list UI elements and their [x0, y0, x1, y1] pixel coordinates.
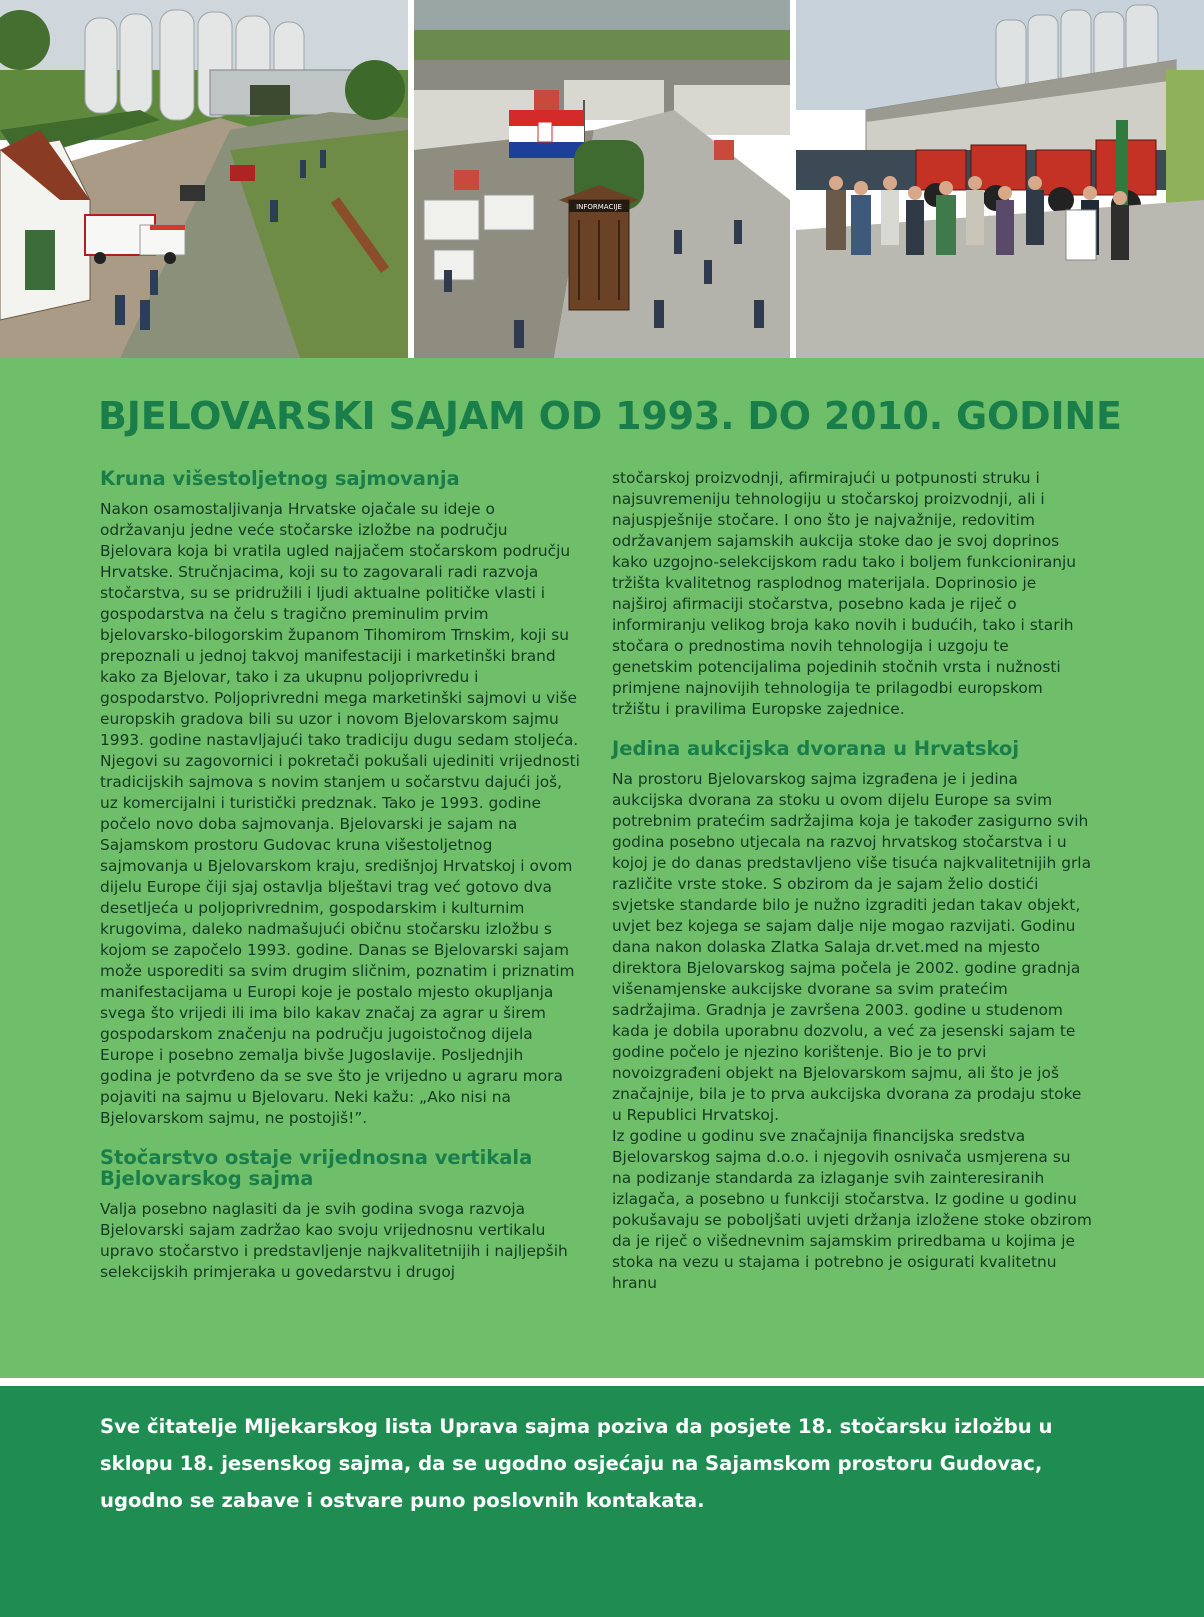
section-title-aukcijska-dvorana: Jedina aukcijska dvorana u Hrvatskoj: [612, 737, 1020, 760]
section-text-stocarstvo: Valja posebno naglasiti da je svih godina svoga razvoja Bjelovarski sajam zadržao kao svoju vrijednosnu vertikalu upravo stočarstvo i predstavljenje najkvalitetnijih i najljepših selekcijskih primjeraka u govedarstvu i drugoj: [100, 1200, 568, 1281]
info-tower-sign: INFORMACIJE: [576, 203, 622, 211]
section-title-stocarstvo: Stočarstvo ostaje vrijednosna vertikala Bjelovarskog sajma: [100, 1146, 533, 1190]
photo-tractors: [796, 0, 1204, 358]
section-text-aukcijska-dvorana-2: Iz godine u godinu sve značajnija financijska sredstva Bjelovarskog sajma d.o.o. i njegovih osnivača usmjerena su na podizanje standarda za izlaganje svih zainteresiranih izlagača, a posebno u funkciji stočarstva. Iz godine u godinu pokušavaju se poboljšati uvjeti držanja izložene stoke obzirom da je riječ o višednevnim sajamskim priredbama u kojima je stoka na vezu u stajama i potrebno je osigurati kvalitetnu hranu: [612, 1127, 1092, 1292]
photo-strip: [0, 0, 1204, 358]
section-text-kruna: Nakon osamostaljivanja Hrvatske ojačale su ideje o održavanju jedne veće stočarske izložbe na području Bjelovara koja bi vratila ugled najjačem stočarskom području Hrvatske. Stručnjacima, koji su to zagovarali radi razvoja stočarstva, su se pridružili i ljudi aktualne političke vlasti i gospodarstva na čelu s tragično preminulim prvim bjelovarsko-bilogorskim županom Tihomirom Trnskim, koji su prepoznali u jednoj takvoj manifestaciji i marketinški brand kako za Bjelovar, tako i za ukupnu poljoprivredu i gospodarstvo. Poljoprivredni mega marketinški sajmovi u više europskih gradova bili su uzor i novom Bjelovarskom sajmu 1993. godine nastavljajući tako tradiciju dugu sedam stoljeća. Njegovi su zagovornici i pokretači pokušali ujediniti vrijednosti tradicijskih sajmova s novim stanjem u sočarstvu dajući još, uz komercijalni i turistički predznak. Tako je 1993. godine počelo novo doba sajmovanja. Bjelovarski je sajam na Sajamskom prostoru Gudovac kruna višestoljetnog sajmovanja u Bjelovarskom kraju, središnjoj Hrvatskoj i ovom dijelu Europe čiji sjaj ostavlja blještavi trag već gotovo dva desetljeća u poljoprivrednim, gospodarskim i kulturnim krugovima, daleko nadmašujući običnu stočarsku izložbu s kojom se započelo 1993. godine. Danas se Bjelovarski sajam može usporediti sa svim drugim sličnim, poznatim i priznatim manifestacijama u Europi koje je postalo mjesto okupljanja svega što vrijedi ili ima bilo kakav značaj za agrar u širem gospodarskom značenju na području jugoistočnog dijela Europe i posebno zemalja bivše Jugoslavije. Posljednjih godina je potvrđeno da se sve što je vrijedno u agraru mora pojaviti na sajmu u Bjelovaru. Neki kažu: „Ako nisi na Bjelovarskom sajmu, ne postojiš!”.: [100, 500, 580, 1127]
section-title-kruna: Kruna višestoljetnog sajmovanja: [100, 467, 460, 490]
invitation-text: Sve čitatelje Mljekarskog lista Uprava sajma poziva da posjete 18. stočarsku izložbu u sklopu 18. jesenskog sajma, da se ugodno osjećaju na Sajamskom prostoru Gudovac, ugodno se zabave i ostvare puno poslovnih kontakata.: [100, 1415, 1053, 1512]
photo-silos-road-image: [0, 0, 408, 358]
photo-fairground: [414, 0, 790, 358]
article-headline: BJELOVARSKI SAJAM OD 1993. DO 2010. GODINE: [98, 394, 1122, 438]
photo-fairground-image: [414, 0, 790, 358]
right-column: [612, 468, 1092, 1294]
photo-tractors-image: [796, 0, 1204, 358]
section-text-aukcijska-dvorana: Na prostoru Bjelovarskog sajma izgrađena je i jedina aukcijska dvorana za stoku u ovom dijelu Europe sa svim potrebnim pratećim sadržajima koja je također zasigurno svih godina posebno utjecala na razvoj hrvatskog stočarstva i u kojoj je do danas predstavljeno više tisuća najkvalitetnijih grla različite vrste stoke. S obzirom da je sajam želio dostići svjetske standarde bilo je nužno izgraditi jedan takav objekt, uvjet bez kojega se sajam dalje nije mogao razvijati. Godinu dana nakon dolaska Zlatka Salaja dr.vet.med na mjesto direktora Bjelovarskog sajma počela je 2002. godine gradnja višenamjenske aukcijske dvorane sa svim pratećim sadržajima. Gradnja je završena 2003. godine u studenom kada je dobila uporabnu dozvolu, a već za jesenski sajam te godine počelo je njezino korištenje. Bio je to prvi novoizgrađeni objekt na Bjelovarskom sajmu, ali što je još značajnije, bila je to prva aukcijska dvorana za prodaju stoke u Republici Hrvatskoj.: [612, 770, 1091, 1124]
section-text-stocarstvo-continued: stočarskoj proizvodnji, afirmirajući u potpunosti struku i najsuvremeniju tehnologiju u stočarskoj proizvodnji, ali i najuspješnije stočare. I ono što je najvažnije, redovitim održavanjem sajamskih aukcija stoke dao je svoj doprinos kako uzgojno-selekcijskom radu tako i boljem funkcioniranju tržišta kvalitetnog rasplodnog materijala. Doprinosio je najširoj afirmaciji stočarstva, posebno kada je riječ o informiranju velikog broja kako novih i budućih, tako i starih stočara o prednostima novih tehnologija i uzgoju te genetskim potencijalima pojedinih stočnih vrsta i nužnosti primjene najnovijih tehnologija te prilagodbi europskom tržištu i pravilima Europske zajednice.: [612, 469, 1077, 718]
left-column: [100, 468, 580, 1283]
photo-silos-road: [0, 0, 408, 358]
